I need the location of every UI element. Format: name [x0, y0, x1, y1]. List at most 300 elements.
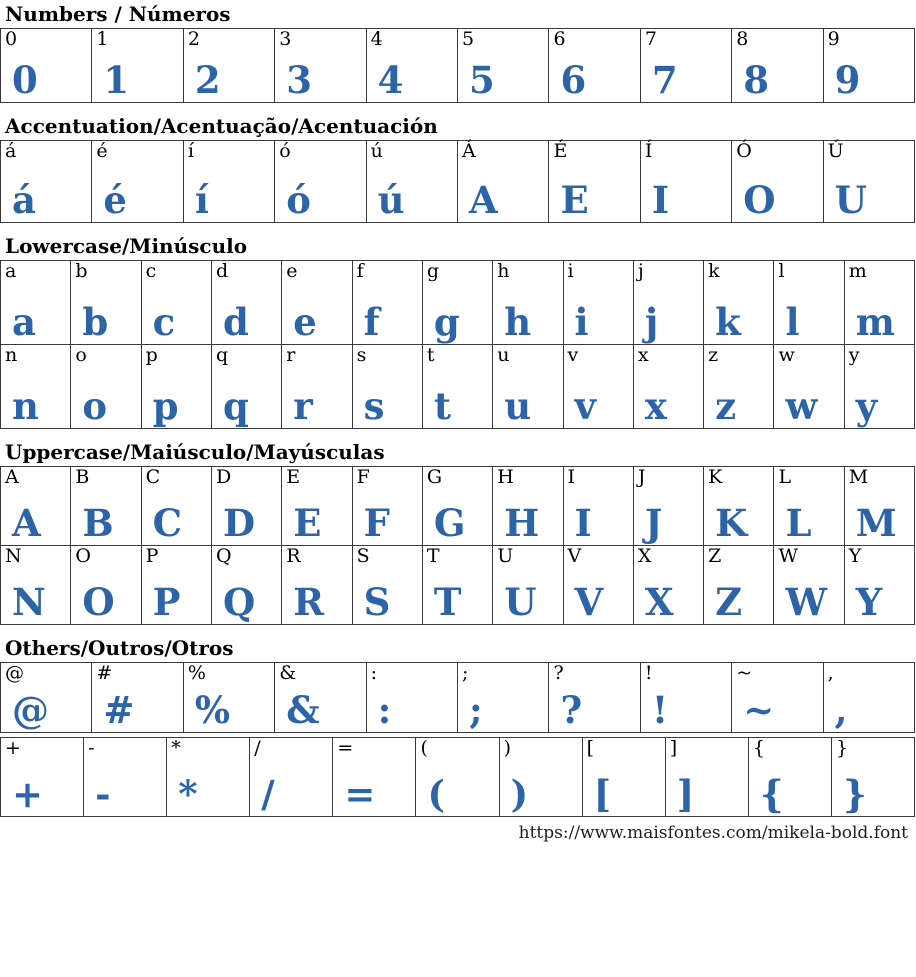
glyph-cell [824, 29, 915, 103]
reference-char: M [848, 466, 869, 488]
glyph-cell [212, 546, 282, 625]
glyph-cell [704, 345, 774, 429]
glyph-cell [84, 738, 167, 817]
glyph-cell [423, 467, 493, 546]
glyph-table [0, 737, 915, 817]
glyph-cell [212, 261, 282, 345]
glyph-cell [641, 663, 732, 733]
glyph-cell [250, 738, 333, 817]
sample-char: S [363, 580, 391, 625]
glyph-cell [458, 29, 549, 103]
reference-char: [ [586, 737, 595, 759]
glyph-cell [92, 29, 183, 103]
glyph-cell [92, 141, 183, 223]
sample-char: 8 [743, 58, 769, 103]
glyph-cell [564, 261, 634, 345]
reference-char: J [637, 466, 646, 488]
reference-char: G [426, 466, 443, 488]
sample-char: t [433, 384, 451, 429]
sample-char: N [12, 580, 46, 625]
sample-char: D [222, 501, 256, 546]
reference-char: W [778, 545, 798, 567]
reference-char: V [567, 545, 582, 567]
glyph-cell [493, 345, 563, 429]
reference-char: á [5, 140, 17, 162]
reference-char: q [215, 344, 229, 366]
sample-char: i [574, 300, 589, 345]
glyph-cell [353, 546, 423, 625]
reference-char: D [215, 466, 232, 488]
reference-char: ó [279, 140, 291, 162]
glyph-cell [634, 261, 704, 345]
section-title: Others/Outros/Otros [5, 636, 234, 660]
reference-char: Z [708, 545, 722, 567]
sample-char: I [651, 178, 670, 223]
sample-char: = [344, 772, 376, 817]
glyph-row [1, 261, 915, 345]
sample-char: ú [377, 178, 405, 223]
reference-char: Í [644, 140, 653, 162]
reference-char: N [5, 545, 22, 567]
sample-char: n [12, 384, 39, 429]
sample-char: K [715, 501, 748, 546]
sample-char: ó [286, 178, 311, 223]
glyph-cell [634, 467, 704, 546]
glyph-cell [353, 345, 423, 429]
glyph-cell [704, 261, 774, 345]
glyph-row [1, 29, 915, 103]
reference-char: + [5, 737, 21, 759]
sample-char: e [293, 300, 317, 345]
glyph-cell [666, 738, 749, 817]
section-title: Accentuation/Acentuação/Acentuación [5, 114, 438, 138]
sample-char: } [842, 772, 867, 817]
glyph-cell [774, 345, 844, 429]
sample-char: [ [593, 772, 612, 817]
glyph-cell [333, 738, 416, 817]
glyph-cell [493, 467, 563, 546]
reference-char: ~ [736, 662, 753, 684]
reference-char: b [75, 260, 88, 282]
glyph-cell [212, 345, 282, 429]
reference-char: 1 [96, 28, 109, 50]
reference-char: = [337, 737, 354, 759]
sample-char: 2 [194, 58, 221, 103]
glyph-cell [824, 663, 915, 733]
reference-char: H [497, 466, 514, 488]
reference-char: z [708, 344, 719, 366]
reference-char: s [356, 344, 367, 366]
sample-char: 5 [469, 58, 495, 103]
reference-char: o [75, 344, 87, 366]
section-numbers [0, 2, 916, 103]
sample-char: b [82, 300, 109, 345]
reference-char: ] [669, 737, 678, 759]
reference-char: 4 [370, 28, 383, 50]
sample-char: l [785, 300, 800, 345]
glyph-cell [367, 141, 458, 223]
glyph-cell [92, 663, 183, 733]
glyph-cell [549, 663, 640, 733]
sample-char: A [469, 178, 498, 223]
reference-char: Á [462, 140, 476, 162]
reference-char: X [637, 545, 652, 567]
glyph-cell [275, 29, 366, 103]
glyph-cell [142, 546, 212, 625]
glyph-cell [353, 261, 423, 345]
sample-char: O [82, 580, 115, 625]
sample-char: * [178, 772, 198, 817]
glyph-cell [564, 467, 634, 546]
reference-char: Y [848, 545, 862, 567]
glyph-cell [493, 546, 563, 625]
sample-char: y [855, 384, 878, 429]
glyph-cell [583, 738, 666, 817]
sample-char: a [12, 300, 36, 345]
sample-char: O [743, 178, 776, 223]
reference-char: T [426, 545, 440, 567]
reference-char: 5 [462, 28, 475, 50]
sample-char: d [222, 300, 249, 345]
sample-char: @ [12, 688, 49, 733]
glyph-cell [71, 261, 141, 345]
reference-char: B [75, 466, 90, 488]
glyph-cell [500, 738, 583, 817]
glyph-cell [845, 467, 915, 546]
reference-char: É [553, 140, 568, 162]
glyph-cell [423, 261, 493, 345]
reference-char: c [145, 260, 157, 282]
reference-char: d [215, 260, 229, 282]
reference-char: - [88, 737, 95, 759]
sample-char: E [560, 178, 589, 223]
section-title: Uppercase/Maiúsculo/Mayúsculas [5, 440, 385, 464]
sample-char: ? [560, 688, 583, 733]
glyph-cell [549, 29, 640, 103]
reference-char: t [426, 344, 435, 366]
reference-char: I [567, 466, 576, 488]
glyph-cell [1, 467, 71, 546]
sample-char: 7 [651, 58, 678, 103]
reference-char: L [778, 466, 792, 488]
reference-char: ) [503, 737, 511, 759]
sample-char: + [12, 772, 44, 817]
reference-char: 6 [553, 28, 566, 50]
glyph-cell [353, 467, 423, 546]
sample-char: R [293, 580, 324, 625]
section-uppercase [0, 440, 916, 625]
glyph-cell [71, 546, 141, 625]
glyph-cell [1, 345, 71, 429]
sample-char: G [433, 501, 466, 546]
glyph-cell [704, 467, 774, 546]
glyph-cell [282, 546, 352, 625]
glyph-cell [641, 29, 732, 103]
sample-char: q [222, 384, 249, 429]
reference-char: í [187, 140, 194, 162]
reference-char: é [96, 140, 108, 162]
sample-char: h [504, 300, 532, 345]
glyph-cell [282, 345, 352, 429]
glyph-table [0, 466, 915, 625]
sample-char: U [834, 178, 867, 223]
reference-char: 8 [736, 28, 749, 50]
glyph-cell [1, 738, 84, 817]
sample-char: X [644, 580, 674, 625]
sample-char: ! [651, 688, 669, 733]
sample-char: z [715, 384, 737, 429]
reference-char: 3 [279, 28, 292, 50]
glyph-cell [564, 345, 634, 429]
reference-char: S [356, 545, 370, 567]
reference-char: 0 [5, 28, 18, 50]
reference-char: ú [370, 140, 383, 162]
reference-char: l [778, 260, 785, 282]
glyph-cell [1, 261, 71, 345]
font-source-link[interactable]: https://www.maisfontes.com/mikela-bold.font [518, 823, 908, 843]
sample-char: ~ [743, 688, 775, 733]
sample-char: Y [855, 580, 883, 625]
sample-char: W [785, 580, 827, 625]
sample-char: x [644, 384, 667, 429]
sample-char: V [574, 580, 604, 625]
reference-char: F [356, 466, 370, 488]
sample-char: v [574, 384, 596, 429]
glyph-cell [845, 546, 915, 625]
reference-char: % [187, 662, 206, 684]
reference-char: : [370, 662, 378, 684]
glyph-cell [845, 261, 915, 345]
glyph-cell [423, 546, 493, 625]
reference-char: j [637, 260, 644, 282]
sample-char: J [644, 501, 663, 546]
reference-char: Ó [736, 140, 752, 162]
font-specimen-page [0, 2, 916, 843]
glyph-cell [774, 467, 844, 546]
section-others [0, 636, 916, 817]
glyph-table [0, 662, 915, 733]
glyph-cell [275, 663, 366, 733]
glyph-cell [634, 345, 704, 429]
glyph-cell [282, 467, 352, 546]
sample-char: o [82, 384, 107, 429]
reference-char: y [848, 344, 860, 366]
glyph-cell [732, 29, 823, 103]
reference-char: { [752, 737, 765, 759]
reference-char: v [567, 344, 579, 366]
reference-char: r [286, 344, 296, 366]
glyph-cell [774, 261, 844, 345]
glyph-cell [167, 738, 250, 817]
sample-char: g [433, 300, 460, 345]
sample-char: P [152, 580, 181, 625]
reference-char: P [145, 545, 159, 567]
reference-char: E [286, 466, 301, 488]
reference-char: Ú [827, 140, 844, 162]
glyph-cell [832, 738, 915, 817]
sample-char: E [293, 501, 322, 546]
sample-char: I [574, 501, 592, 546]
sample-char: F [363, 501, 390, 546]
sample-char: M [855, 501, 897, 546]
glyph-cell [1, 141, 92, 223]
reference-char: , [827, 662, 834, 684]
reference-char: C [145, 466, 161, 488]
glyph-table [0, 28, 915, 103]
sample-char: ( [427, 772, 445, 817]
sample-char: 4 [377, 58, 404, 103]
section-accentuation [0, 114, 916, 223]
reference-char: ? [553, 662, 564, 684]
sample-char: u [504, 384, 532, 429]
glyph-row [1, 738, 915, 817]
sample-char: % [194, 688, 230, 733]
glyph-cell [749, 738, 832, 817]
reference-char: 2 [187, 28, 200, 50]
sample-char: / [261, 772, 275, 817]
reference-char: h [497, 260, 510, 282]
reference-char: ! [644, 662, 653, 684]
sample-char: & [286, 688, 320, 733]
sample-char: , [834, 688, 848, 733]
reference-char: e [286, 260, 298, 282]
glyph-cell [275, 141, 366, 223]
glyph-cell [732, 663, 823, 733]
sample-char: ] [676, 772, 695, 817]
glyph-row [1, 345, 915, 429]
reference-char: u [497, 344, 510, 366]
glyph-cell [416, 738, 499, 817]
sample-char: Z [715, 580, 743, 625]
glyph-cell [845, 345, 915, 429]
glyph-cell [549, 141, 640, 223]
sample-char: p [152, 384, 179, 429]
sample-char: j [644, 300, 659, 345]
glyph-cell [564, 546, 634, 625]
glyph-row [1, 663, 915, 733]
sample-char: B [82, 501, 114, 546]
reference-char: # [96, 662, 113, 684]
reference-char: 9 [827, 28, 840, 50]
sample-char: 1 [103, 58, 130, 103]
glyph-cell [142, 261, 212, 345]
glyph-cell [1, 546, 71, 625]
sample-char: U [504, 580, 537, 625]
sample-char: C [152, 501, 183, 546]
sample-char: Q [222, 580, 256, 625]
glyph-cell [824, 141, 915, 223]
glyph-cell [634, 546, 704, 625]
reference-char: A [5, 466, 19, 488]
sample-char: ) [510, 772, 529, 817]
reference-char: 7 [644, 28, 657, 50]
glyph-row [1, 141, 915, 223]
glyph-cell [142, 467, 212, 546]
reference-char: f [356, 260, 364, 282]
glyph-cell [282, 261, 352, 345]
reference-char: n [5, 344, 18, 366]
sample-char: L [785, 501, 812, 546]
reference-char: U [497, 545, 514, 567]
reference-char: ; [462, 662, 469, 684]
glyph-cell [423, 345, 493, 429]
sample-char: k [715, 300, 741, 345]
glyph-cell [71, 345, 141, 429]
reference-char: m [848, 260, 867, 282]
glyph-cell [1, 29, 92, 103]
reference-char: p [145, 344, 158, 366]
sample-char: 6 [560, 58, 587, 103]
glyph-row [1, 467, 915, 546]
sample-char: s [363, 384, 385, 429]
glyph-cell [458, 663, 549, 733]
reference-char: O [75, 545, 91, 567]
reference-char: K [708, 466, 723, 488]
glyph-cell [184, 29, 275, 103]
sample-char: 9 [834, 58, 861, 103]
glyph-cell [1, 663, 92, 733]
sample-char: w [785, 384, 818, 429]
sample-char: m [855, 300, 895, 345]
glyph-table [0, 140, 915, 223]
glyph-cell [367, 663, 458, 733]
glyph-cell [641, 141, 732, 223]
sample-char: A [12, 501, 41, 546]
specimen-sections [0, 2, 916, 817]
sample-char: r [293, 384, 313, 429]
sample-char: - [95, 772, 111, 817]
reference-char: a [5, 260, 17, 282]
sample-char: 0 [12, 58, 38, 103]
glyph-cell [704, 546, 774, 625]
sample-char: # [103, 688, 135, 733]
reference-char: x [637, 344, 649, 366]
reference-char: g [426, 260, 440, 282]
sample-char: 3 [286, 58, 312, 103]
sample-char: á [12, 178, 36, 223]
glyph-cell [184, 663, 275, 733]
reference-char: k [708, 260, 720, 282]
glyph-cell [184, 141, 275, 223]
reference-char: & [279, 662, 297, 684]
sample-char: í [194, 178, 209, 223]
reference-char: Q [215, 545, 232, 567]
section-title: Lowercase/Minúsculo [5, 234, 248, 258]
sample-char: H [504, 501, 540, 546]
glyph-cell [212, 467, 282, 546]
reference-char: * [171, 737, 181, 759]
glyph-cell [458, 141, 549, 223]
sample-char: ; [469, 688, 483, 733]
glyph-cell [367, 29, 458, 103]
sample-char: T [433, 580, 462, 625]
reference-char: @ [5, 662, 24, 684]
glyph-cell [71, 467, 141, 546]
glyph-cell [732, 141, 823, 223]
glyph-cell [774, 546, 844, 625]
glyph-cell [142, 345, 212, 429]
reference-char: / [254, 737, 261, 759]
reference-char: w [778, 344, 795, 366]
sample-char: f [363, 300, 380, 345]
reference-char: i [567, 260, 574, 282]
footer [0, 823, 908, 843]
glyph-row [1, 546, 915, 625]
reference-char: ( [420, 737, 428, 759]
sample-char: c [152, 300, 176, 345]
section-title: Numbers / Números [5, 2, 231, 26]
reference-char: } [835, 737, 849, 759]
